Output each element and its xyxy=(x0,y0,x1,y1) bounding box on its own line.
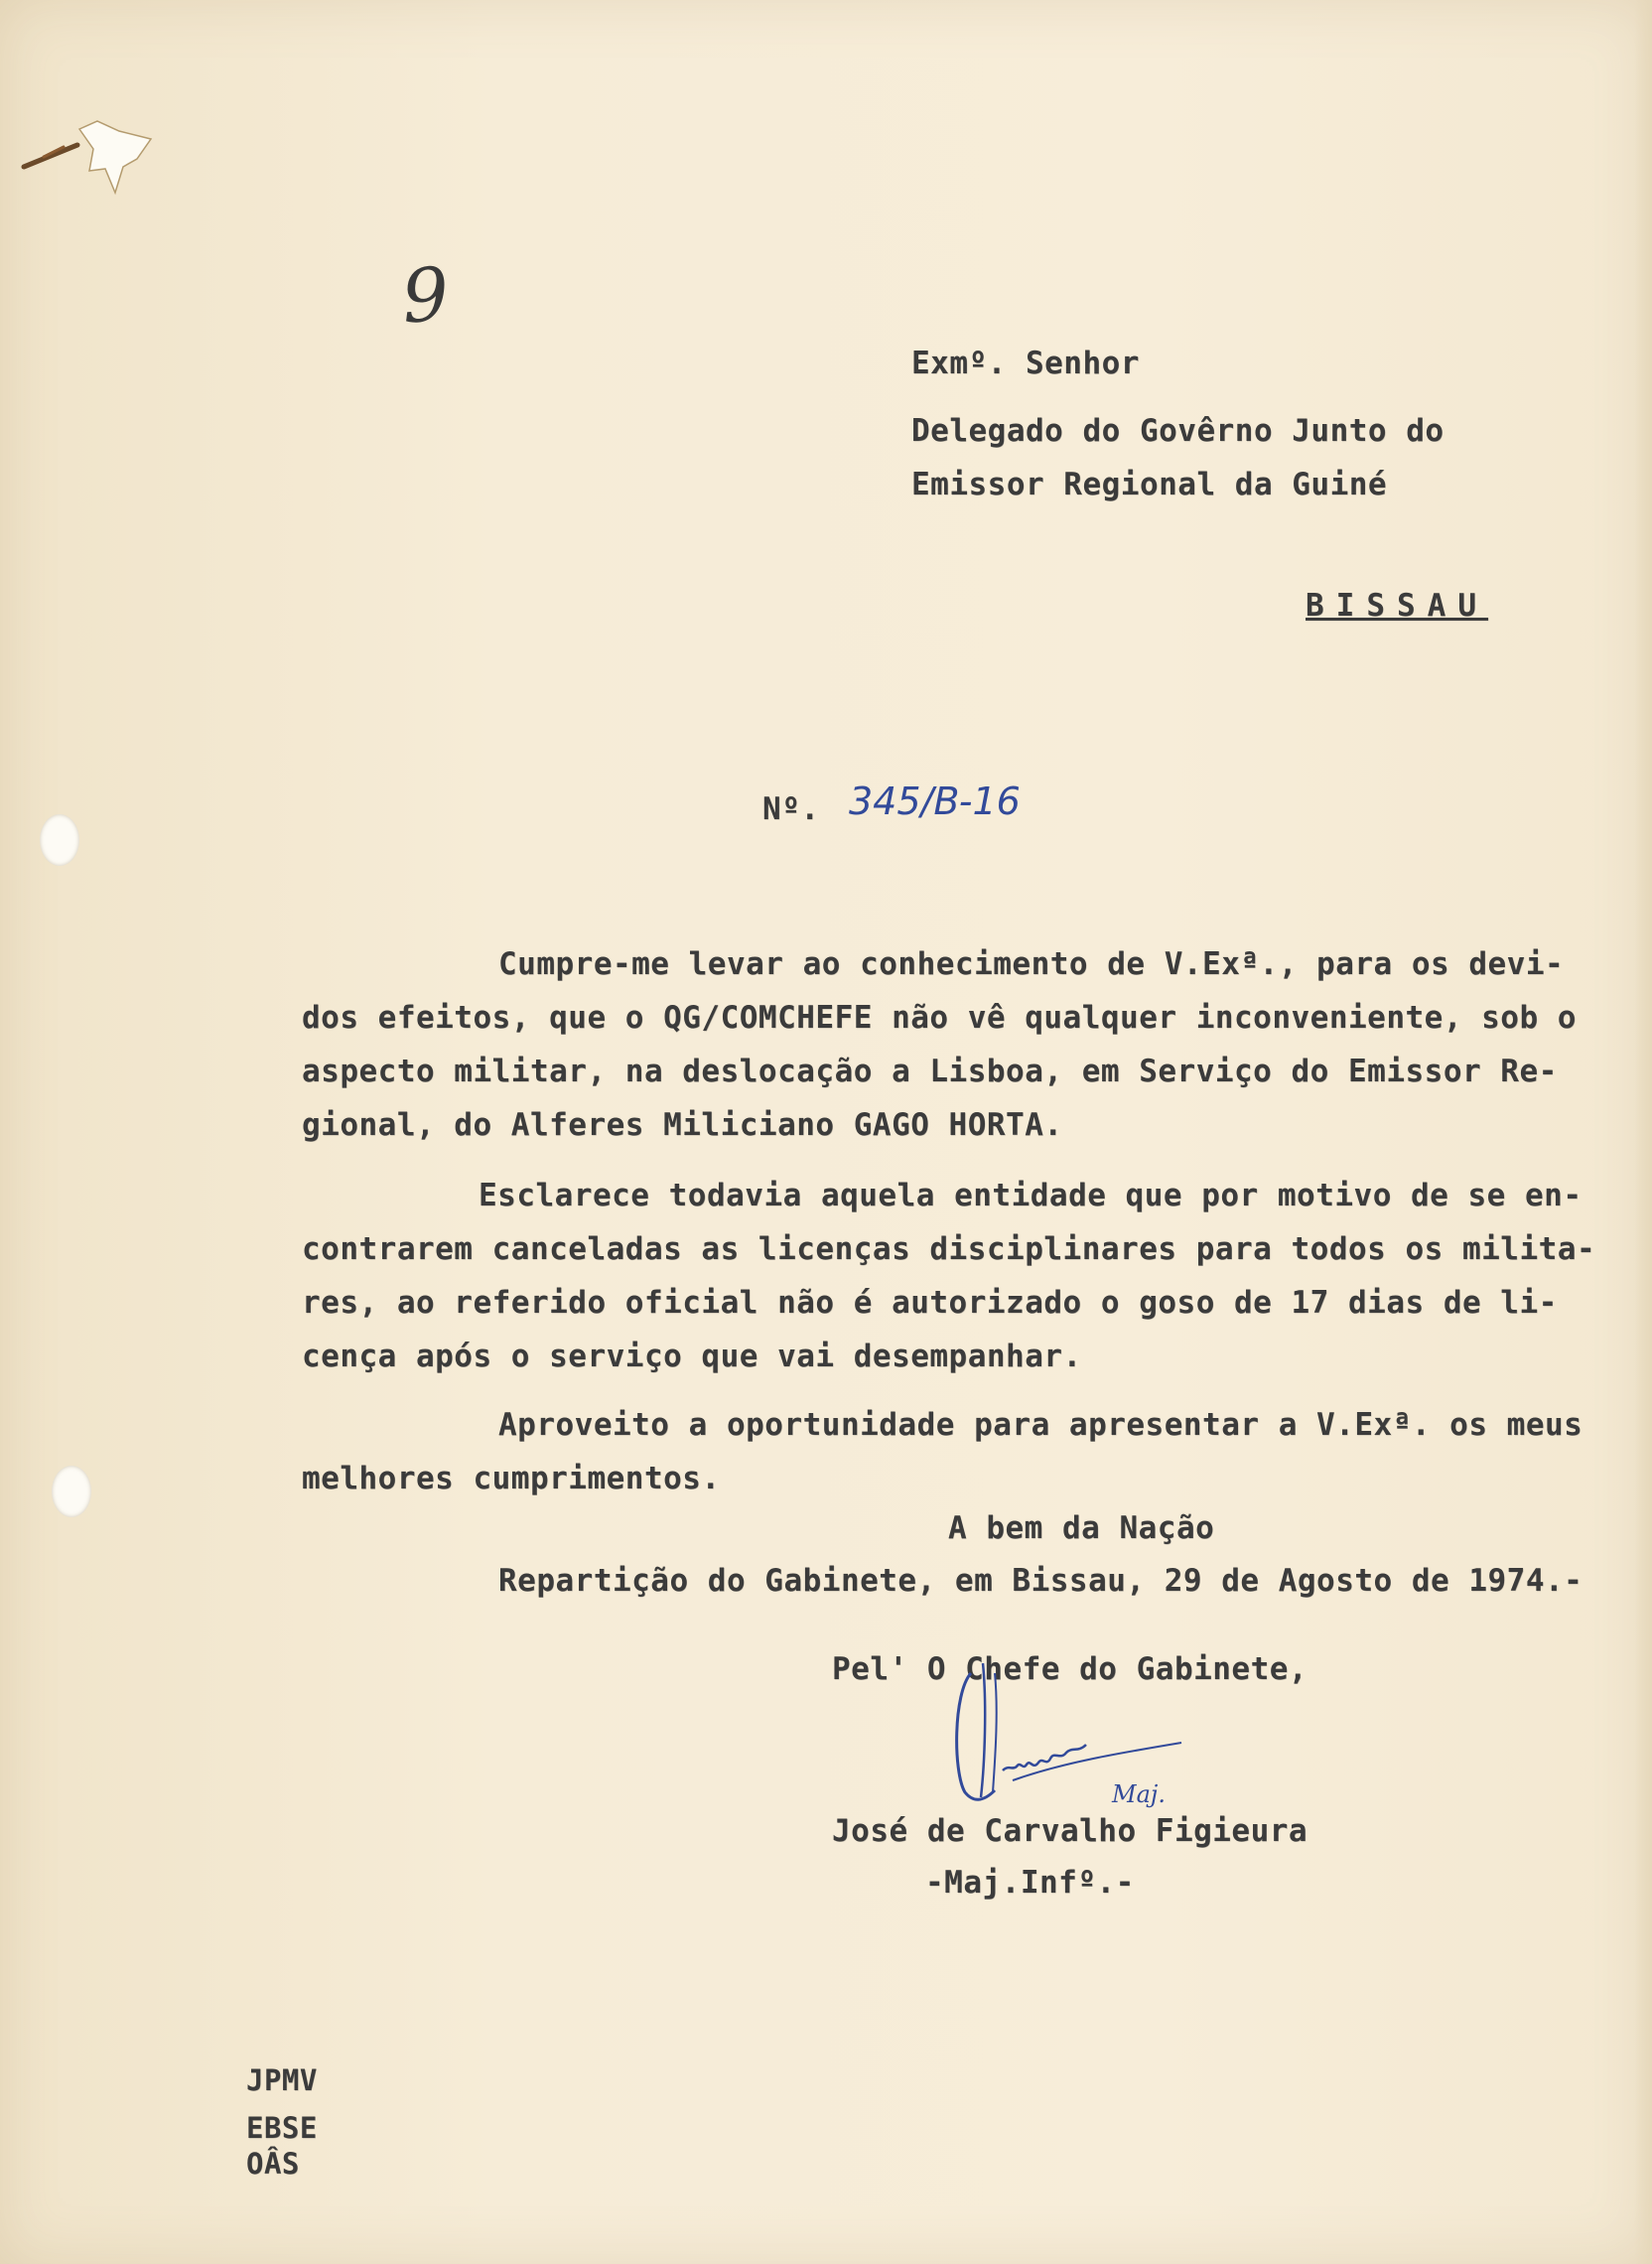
body-p1-line-4: gional, do Alferes Miliciano GAGO HORTA. xyxy=(302,1107,1063,1143)
body-p1-line-3: aspecto militar, na deslocação a Lisboa, em Serviço do Emissor Re- xyxy=(302,1054,1558,1089)
staple-tear-mark xyxy=(20,109,159,218)
body-p3-line-2: melhores cumprimentos. xyxy=(302,1461,721,1496)
signer-rank: -Maj.Infº.- xyxy=(925,1865,1135,1901)
body-p1-line-1: Cumpre-me levar ao conhecimento de V.Exª., para os devi- xyxy=(498,946,1565,982)
distribution-code-3: OÂS xyxy=(246,2147,300,2181)
distribution-code-2: EBSE xyxy=(246,2111,318,2145)
reference-handwritten-number: 345/B-16 xyxy=(849,779,1021,823)
handwritten-signature xyxy=(943,1653,1241,1822)
addressee-line-2: Emissor Regional da Guiné xyxy=(911,467,1388,502)
body-p2-line-2: contrarem canceladas as licenças disciplinares para todos os milita- xyxy=(302,1231,1596,1267)
addressee-city: BISSAU xyxy=(1306,588,1488,624)
addressee-line-1: Delegado do Govêrno Junto do xyxy=(911,413,1445,449)
body-p2-line-1: Esclarece todavia aquela entidade que por motivo de se en- xyxy=(479,1178,1583,1213)
closing-place-date: Repartição do Gabinete, em Bissau, 29 de Agosto de 1974.- xyxy=(498,1563,1583,1599)
body-p1-line-2: dos efeitos, que o QG/COMCHEFE não vê qualquer inconveniente, sob o xyxy=(302,1000,1577,1036)
closing-on-behalf: Pel' O Chefe do Gabinete, xyxy=(832,1651,1308,1687)
distribution-code-1: JPMV xyxy=(246,2063,318,2097)
reference-prefix: Nº. xyxy=(762,791,820,827)
closing-motto: A bem da Nação xyxy=(948,1510,1215,1546)
svg-text:Maj.: Maj. xyxy=(1112,1780,1166,1808)
punch-hole-bottom xyxy=(52,1466,91,1517)
handwritten-page-number: 9 xyxy=(399,251,453,341)
signer-name: José de Carvalho Figieura xyxy=(832,1813,1308,1849)
body-p3-line-1: Aproveito a oportunidade para apresentar a V.Exª. os meus xyxy=(498,1407,1583,1443)
body-p2-line-3: res, ao referido oficial não é autorizado o goso de 17 dias de li- xyxy=(302,1285,1558,1321)
addressee-salutation: Exmº. Senhor xyxy=(911,346,1140,381)
body-p2-line-4: cença após o serviço que vai desempanhar. xyxy=(302,1339,1082,1374)
paper-edge-shadow xyxy=(1634,0,1652,2264)
punch-hole-top xyxy=(40,814,79,866)
